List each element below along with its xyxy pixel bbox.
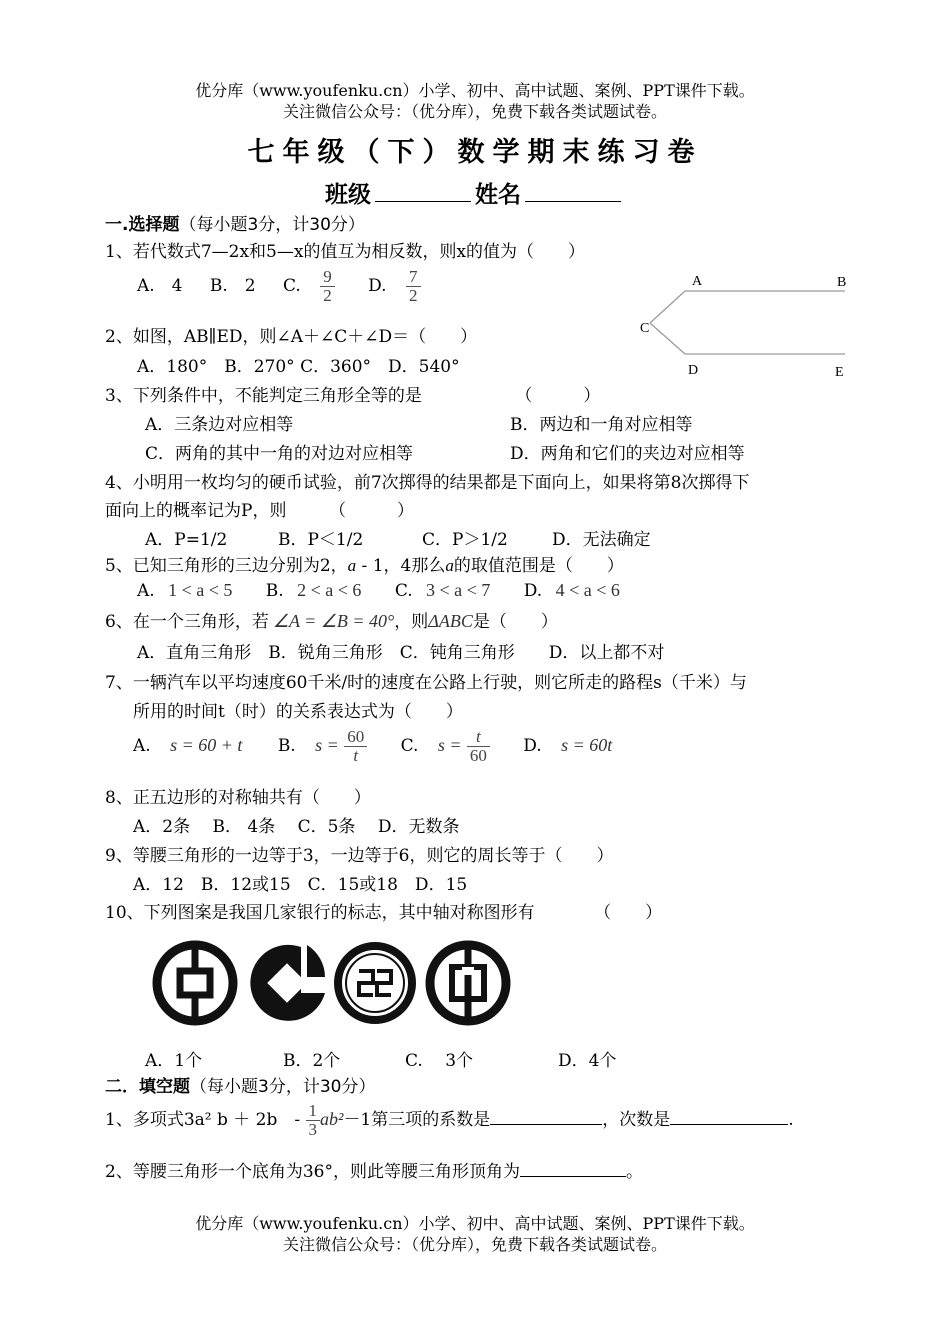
bank-logo-1: [157, 945, 233, 1021]
q5-option-c: 3 < a < 7: [426, 580, 491, 600]
q5-options: [137, 580, 620, 601]
q7-option-a-label: A.: [133, 736, 151, 756]
fill-question-2: [105, 1157, 643, 1182]
q7-fraction-b: [344, 728, 367, 765]
label-b: B: [837, 275, 847, 290]
q2-options: A．180° B．270° C．360° D．540°: [137, 357, 460, 377]
section-1-heading: [105, 210, 365, 235]
q5-var: a: [347, 556, 357, 575]
q7-options: [133, 728, 612, 765]
q5-option-a: 1 < a < 5: [168, 580, 233, 600]
f1-coefficient-blank[interactable]: [490, 1108, 602, 1125]
q5-text-post: 的取值范围是（ ）: [453, 556, 624, 576]
q7-option-d: s = 60t: [561, 735, 613, 755]
q1-option-a: A. 4: [137, 276, 183, 296]
q10-option-c: C. 3个: [405, 1051, 474, 1071]
q5-text-mid: - 1，4那么: [356, 556, 446, 576]
q10-option-b: B．2个: [283, 1051, 341, 1071]
f1-post: －1第三项的系数是: [343, 1110, 491, 1130]
label-d: D: [688, 363, 699, 378]
q1-options: [137, 268, 421, 305]
q1-fraction-c: [320, 268, 335, 305]
student-info: [0, 176, 950, 209]
section-2-title: 二．填空题: [105, 1077, 190, 1097]
f2-text: 2、等腰三角形一个底角为36°，则此等腰三角形顶角为: [105, 1162, 520, 1182]
q6-text-pre: 6、在一个三角形，若: [105, 612, 269, 632]
q1-option-b: B. 2: [209, 276, 256, 296]
f1-mid: ，次数是: [602, 1110, 671, 1130]
q6-text-mid: ，则: [394, 612, 429, 632]
q7-option-c-label: C.: [400, 736, 419, 756]
class-label: 班级: [325, 181, 371, 208]
q10-option-a: A．1个: [145, 1051, 203, 1071]
question-6: [105, 607, 558, 632]
section-1-note: （每小题3分，计30分）: [179, 215, 365, 235]
frac-den: 2: [323, 286, 332, 305]
f1-fraction: [306, 1102, 321, 1139]
f1-term: ab²: [320, 1109, 344, 1129]
question-4-line-2: 面向上的概率记为P，则 （ ）: [105, 501, 414, 521]
bank-logo-4: [430, 945, 506, 1021]
footer-line-1: 优分库（www.youfenku.cn）小学、初中、高中试题、案例、PPT课件下载。: [195, 1214, 755, 1233]
q5-var-2: a: [445, 556, 454, 575]
bank-logo-3: [338, 946, 412, 1020]
q6-options: A．直角三角形 B．锐角三角形 C．钝角三角形 D．以上都不对: [137, 643, 665, 663]
frac-num: 60: [344, 728, 367, 747]
q5-option-a-label: A.: [137, 581, 155, 601]
frac-num: 9: [320, 268, 335, 287]
question-1: 1、若代数式7—2x和5—x的值互为相反数，则x的值为（ ）: [105, 242, 586, 262]
q7-option-c-lhs: s =: [437, 735, 462, 755]
question-3: 3、下列条件中，不能判定三角形全等的是 （ ）: [105, 386, 601, 406]
q5-option-b-label: B.: [265, 581, 284, 601]
q5-option-b: 2 < a < 6: [297, 580, 362, 600]
q1-fraction-d: [406, 268, 421, 305]
header-line-2: 关注微信公众号：（优分库），免费下载各类试题试卷。: [282, 102, 667, 121]
footer-line-2: 关注微信公众号：（优分库），免费下载各类试题试卷。: [282, 1235, 667, 1254]
class-blank[interactable]: [375, 179, 471, 202]
name-blank[interactable]: [525, 179, 621, 202]
question-5: [105, 551, 624, 576]
q7-fraction-c: [467, 728, 490, 765]
q4-option-c: C．P＞1/2: [422, 530, 508, 550]
frac-den: t: [353, 746, 359, 765]
page-title: 七年级（下）数学期末练习卷: [247, 137, 703, 168]
q3-option-b: B．两边和一角对应相等: [510, 415, 693, 435]
q4-option-d: D．无法确定: [552, 530, 651, 550]
question-7-line-2: 所用的时间t（时）的关系表达式为（ ）: [133, 702, 463, 722]
question-9: 9、等腰三角形的一边等于3，一边等于6，则它的周长等于（ ）: [105, 846, 614, 866]
frac-num: 1: [306, 1102, 321, 1121]
q7-option-a: s = 60 + t: [170, 735, 243, 755]
section-2-note: （每小题3分，计30分）: [190, 1077, 376, 1097]
q5-text-pre: 5、已知三角形的三边分别为2，: [105, 556, 348, 576]
parallel-lines-figure: [630, 265, 860, 383]
header-line-1: 优分库（www.youfenku.cn）小学、初中、高中试题、案例、PPT课件下载。: [195, 81, 755, 100]
question-7-line-1: 7、一辆汽车以平均速度60千米/时的速度在公路上行驶，则它所走的路程s（千米）与: [105, 673, 747, 693]
bank-logos: [150, 938, 520, 1028]
frac-den: 2: [409, 286, 418, 305]
q3-option-c: C．两角的其中一角的对边对应相等: [145, 444, 414, 464]
frac-den: 60: [469, 746, 487, 765]
q5-option-d-label: D.: [523, 581, 543, 601]
label-c: C: [640, 321, 650, 336]
label-e: E: [835, 365, 844, 380]
q3-option-a: A．三条边对应相等: [145, 415, 294, 435]
q8-options: A．2条 B． 4条 C．5条 D．无数条: [133, 817, 460, 837]
f1-pre: 1、多项式3a² b ＋ 2b -: [105, 1110, 301, 1130]
f1-end: .: [788, 1110, 794, 1130]
f2-answer-blank[interactable]: [520, 1160, 626, 1177]
q10-option-d: D．4个: [558, 1051, 617, 1071]
q6-text-post: 是（ ）: [472, 612, 558, 632]
q5-option-c-label: C.: [394, 581, 413, 601]
frac-num: 7: [406, 268, 421, 287]
q7-option-b-lhs: s =: [315, 735, 339, 755]
fill-question-1: [105, 1102, 794, 1139]
q1-option-c-label: C.: [283, 276, 301, 296]
q4-option-a: A．P=1/2: [145, 530, 228, 550]
q4-option-b: B．P＜1/2: [278, 530, 364, 550]
q7-option-b-label: B.: [277, 736, 296, 756]
q6-triangle: ΔABC: [428, 611, 473, 631]
question-8: 8、正五边形的对称轴共有（ ）: [105, 788, 371, 808]
q7-option-d-label: D.: [523, 736, 542, 756]
label-a: A: [692, 274, 703, 289]
question-2: 2、如图，AB∥ED，则∠A＋∠C＋∠D＝（ ）: [105, 327, 478, 347]
question-10: 10、下列图案是我国几家银行的标志，其中轴对称图形有 （ ）: [105, 903, 663, 923]
bank-logo-2: [250, 945, 325, 1021]
q9-options: A．12 B．12或15 C．15或18 D．15: [133, 875, 468, 895]
q6-angle-expr: ∠A = ∠B = 40°: [272, 611, 395, 631]
f2-end: 。: [625, 1162, 643, 1182]
question-4-line-1: 4、小明用一枚均匀的硬币试验，前7次掷得的结果都是下面向上，如果将第8次掷得下: [105, 473, 750, 493]
section-2-heading: [105, 1072, 375, 1097]
f1-degree-blank[interactable]: [670, 1108, 788, 1125]
frac-num: t: [467, 728, 490, 747]
q3-option-d: D．两角和它们的夹边对应相等: [510, 444, 745, 464]
q5-option-d: 4 < a < 6: [555, 580, 620, 600]
frac-den: 3: [308, 1120, 318, 1139]
q1-option-d-label: D.: [368, 276, 387, 296]
name-label: 姓名: [475, 181, 521, 208]
section-1-title: 一.选择题: [105, 215, 180, 235]
